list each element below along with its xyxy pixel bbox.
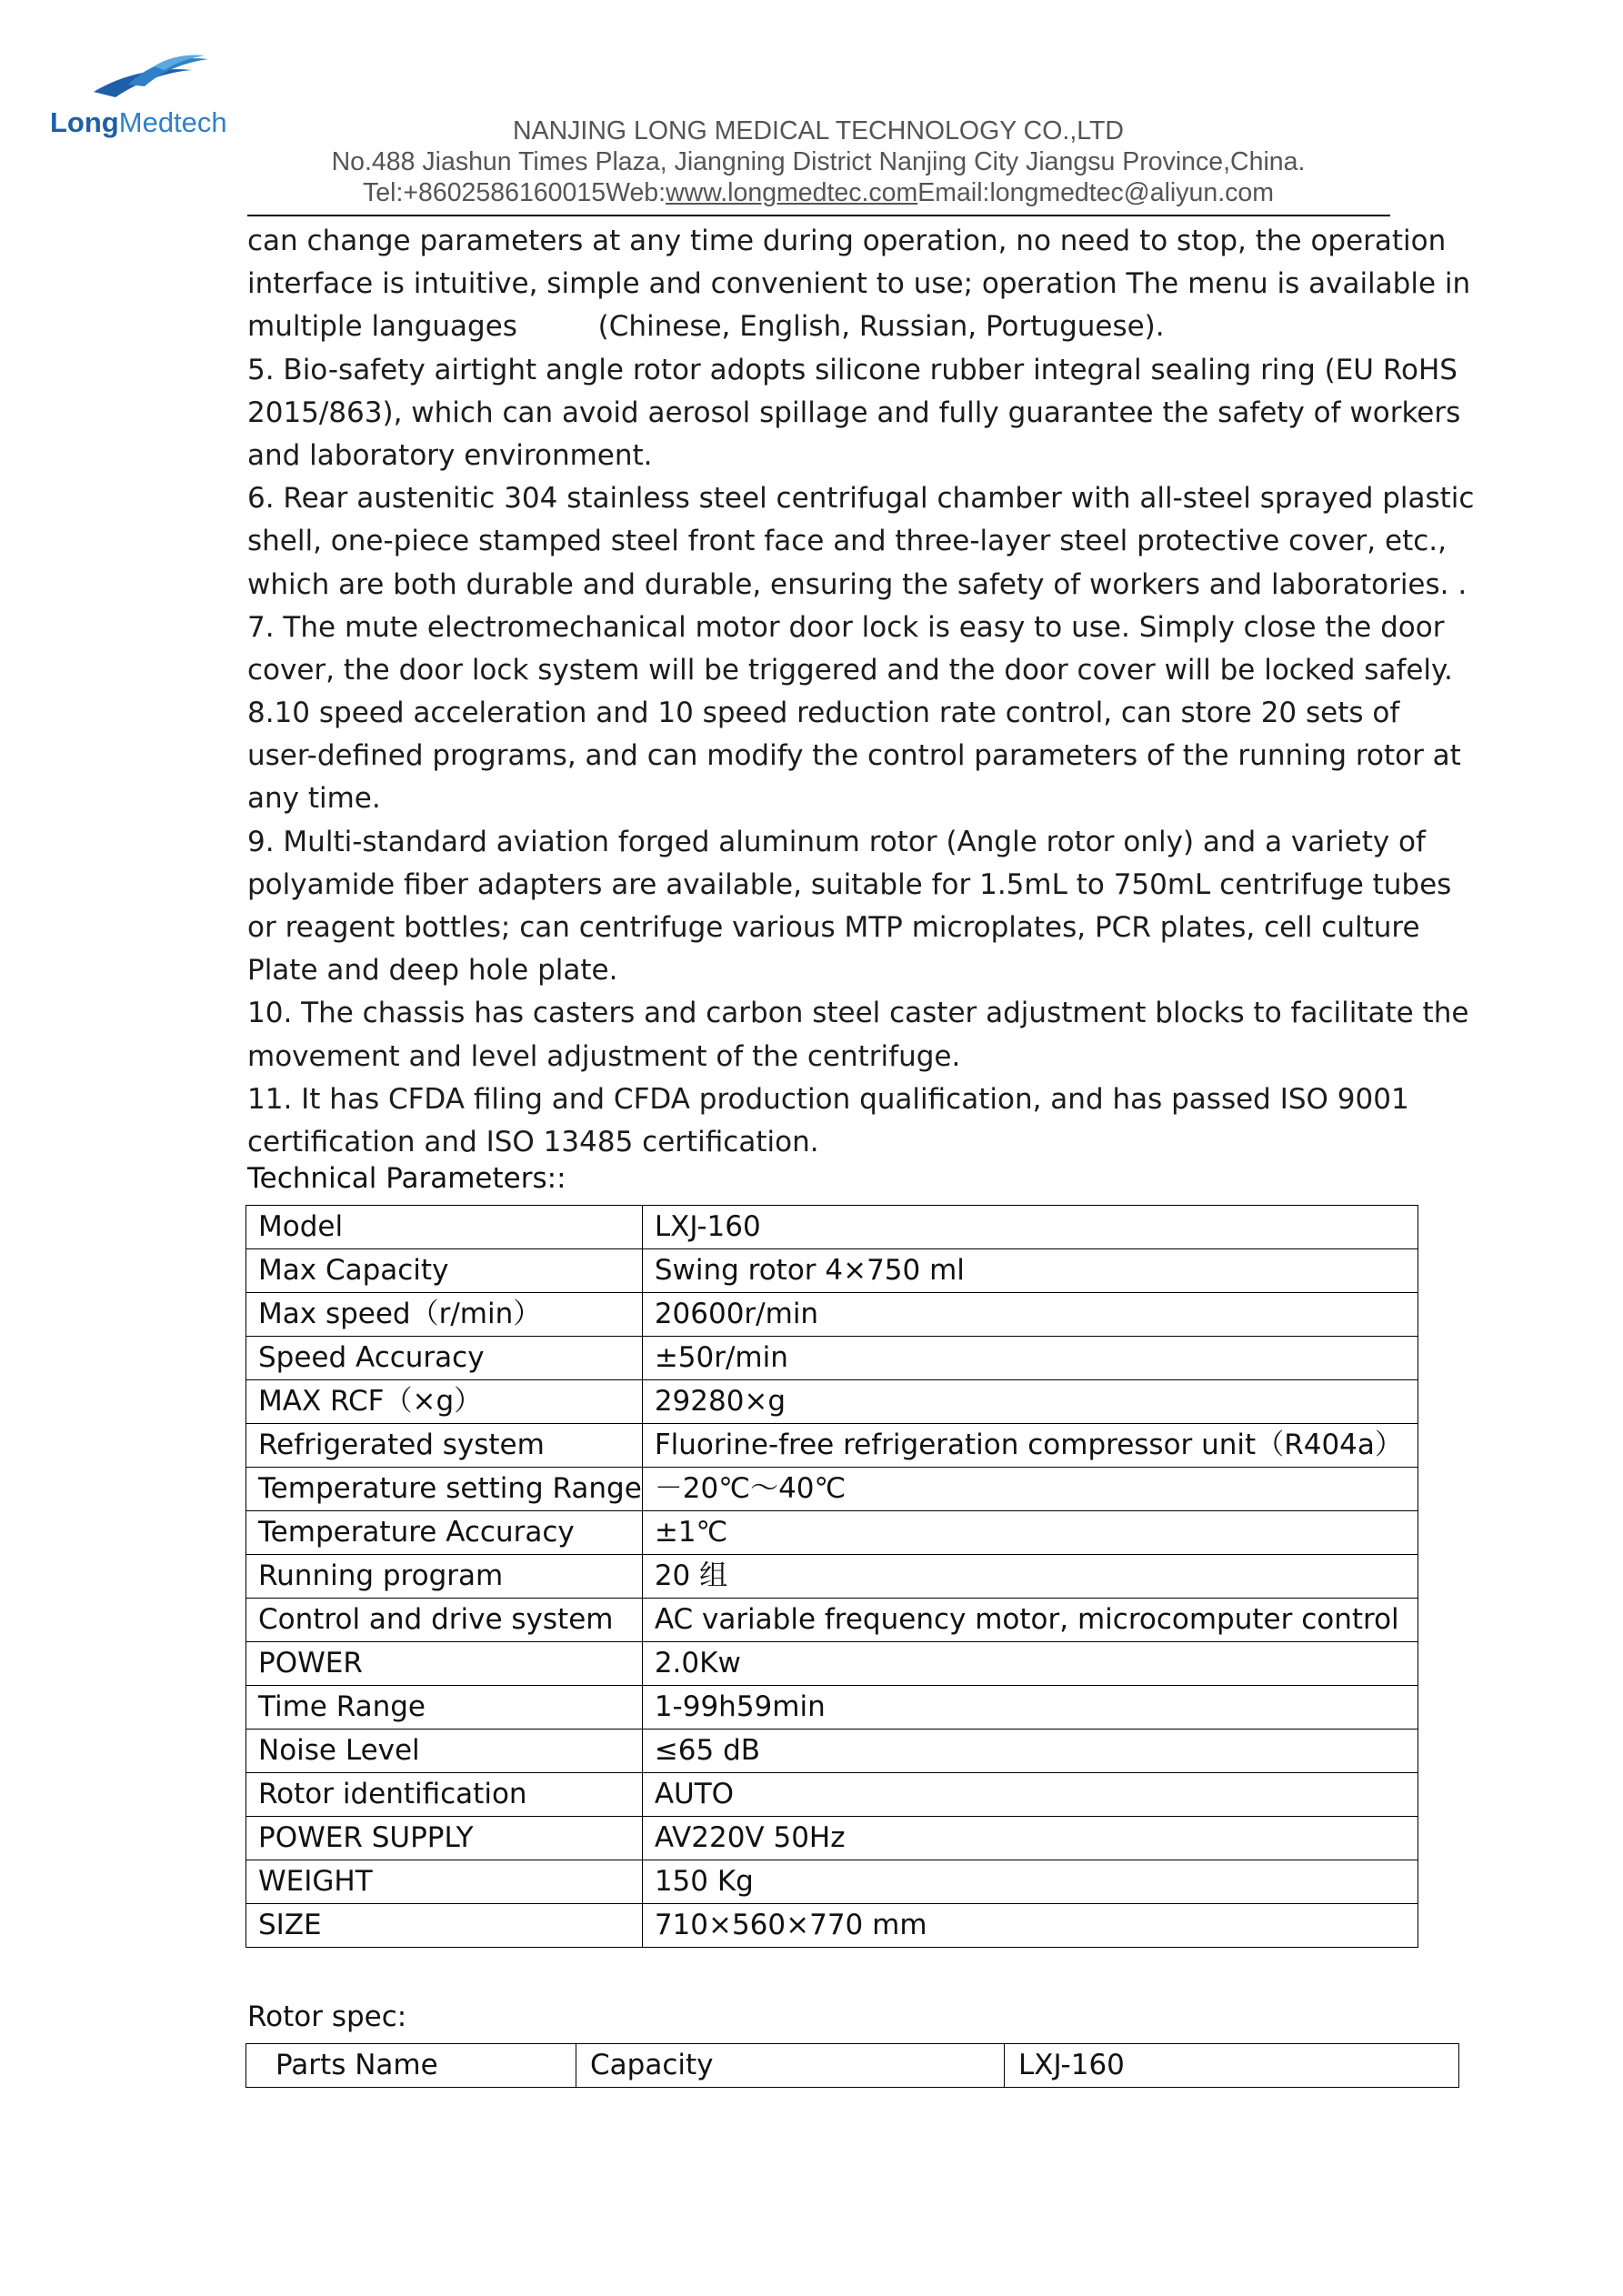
- paragraph-line: interface is intuitive, simple and convenient to use; operation The menu is available in: [247, 267, 1471, 301]
- param-name: Speed Accuracy: [246, 1337, 643, 1380]
- param-name: Max Capacity: [246, 1249, 643, 1293]
- table-row: [246, 1555, 1418, 1599]
- paragraph-line: and laboratory environment.: [247, 438, 653, 472]
- header-model: LXJ-160: [1005, 2044, 1459, 2088]
- table-row: [246, 1773, 1418, 1817]
- company-address: No.488 Jiashun Times Plaza, Jiangning District Nanjing City Jiangsu Province,China.: [331, 147, 1306, 176]
- table-row: [246, 1380, 1418, 1424]
- table-header-row: [246, 2044, 1459, 2088]
- paragraph-line: Plate and deep hole plate.: [247, 954, 618, 988]
- param-value: 150 Kg: [642, 1860, 1418, 1904]
- bird-wave-logo-icon: [85, 50, 221, 105]
- website-link[interactable]: www.longmedtec.com: [666, 178, 918, 207]
- param-value: ≤65 dB: [642, 1730, 1418, 1773]
- paragraph-line: 6. Rear austenitic 304 stainless steel centrifugal chamber with all-steel sprayed plastic: [247, 482, 1475, 516]
- email-text: Email:longmedtec@aliyun.com: [917, 178, 1274, 207]
- table-row: [246, 1337, 1418, 1380]
- param-value: Swing rotor 4×750 ml: [642, 1249, 1418, 1293]
- param-value: 20600r/min: [642, 1293, 1418, 1337]
- param-name: Temperature Accuracy: [246, 1511, 643, 1555]
- param-name: WEIGHT: [246, 1860, 643, 1904]
- param-name: Model: [246, 1206, 643, 1249]
- param-name: SIZE: [246, 1904, 643, 1948]
- param-name: Time Range: [246, 1686, 643, 1730]
- technical-parameters-table: [245, 1205, 1418, 1948]
- table-row: [246, 1642, 1418, 1686]
- param-name: POWER SUPPLY: [246, 1817, 643, 1860]
- paragraph-line: movement and level adjustment of the centrifuge.: [247, 1039, 961, 1073]
- table-row: [246, 1730, 1418, 1773]
- param-value: LXJ-160: [642, 1206, 1418, 1249]
- company-logo: [50, 50, 245, 141]
- paragraph-line: or reagent bottles; can centrifuge various MTP microplates, PCR plates, cell culture: [247, 911, 1420, 944]
- param-name: Refrigerated system: [246, 1424, 643, 1468]
- param-name: POWER: [246, 1642, 643, 1686]
- table-row: [246, 1686, 1418, 1730]
- paragraph-line: 2015/863), which can avoid aerosol spillage and fully guarantee the safety of workers: [247, 396, 1461, 429]
- param-value: AUTO: [642, 1773, 1418, 1817]
- param-value: AV220V 50Hz: [642, 1817, 1418, 1860]
- param-name: MAX RCF（×g）: [246, 1380, 643, 1424]
- table-row: [246, 1817, 1418, 1860]
- param-value: ±50r/min: [642, 1337, 1418, 1380]
- rotor-spec-heading: Rotor spec:: [247, 2000, 407, 2033]
- table-row: [246, 1424, 1418, 1468]
- table-row: [246, 1293, 1418, 1337]
- table-row: [246, 1206, 1418, 1249]
- paragraph-line: 5. Bio-safety airtight angle rotor adopts silicone rubber integral sealing ring (EU RoHS: [247, 353, 1458, 386]
- param-name: Running program: [246, 1555, 643, 1599]
- table-row: [246, 1511, 1418, 1555]
- param-value: Fluorine-free refrigeration compressor unit（R404a）: [642, 1424, 1418, 1468]
- paragraph-line: 11. It has CFDA filing and CFDA production qualification, and has passed ISO 9001: [247, 1082, 1409, 1116]
- logo-text: LongMedtech: [50, 106, 227, 138]
- table-row: [246, 1860, 1418, 1904]
- param-value: 1-99h59min: [642, 1686, 1418, 1730]
- table-row: [246, 1249, 1418, 1293]
- table-row: [246, 1599, 1418, 1642]
- tel-web-label: Tel:+8602586160015Web:: [363, 178, 666, 207]
- param-value: 29280×g: [642, 1380, 1418, 1424]
- company-name: NANJING LONG MEDICAL TECHNOLOGY CO.,LTD: [513, 116, 1124, 145]
- paragraph-line: which are both durable and durable, ensuring the safety of workers and laboratories. .: [247, 567, 1468, 601]
- paragraph-line: any time.: [247, 782, 381, 816]
- feature-description: [247, 220, 1475, 1164]
- table-row: [246, 1904, 1418, 1948]
- param-name: Temperature setting Range: [246, 1468, 643, 1511]
- paragraph-line: 8.10 speed acceleration and 10 speed reduction rate control, can store 20 sets of: [247, 697, 1400, 730]
- param-value: 20 组: [642, 1555, 1418, 1599]
- contact-line: [247, 177, 1389, 208]
- header-divider: [247, 215, 1390, 216]
- paragraph-line: user-defined programs, and can modify the control parameters of the running rotor at: [247, 739, 1461, 773]
- paragraph-line: cover, the door lock system will be triggered and the door cover will be locked safely.: [247, 653, 1453, 687]
- rotor-spec-table: [245, 2043, 1459, 2088]
- paragraph-line: multiple languages (Chinese, English, Russian, Portuguese).: [247, 310, 1165, 344]
- paragraph-line: 7. The mute electromechanical motor door lock is easy to use. Simply close the door: [247, 610, 1445, 644]
- param-name: Control and drive system: [246, 1599, 643, 1642]
- param-value: AC variable frequency motor, microcomputer control: [642, 1599, 1418, 1642]
- paragraph-line: shell, one-piece stamped steel front face and three-layer steel protective cover, etc.,: [247, 525, 1447, 558]
- header-parts-name: Parts Name: [246, 2044, 576, 2088]
- table-row: [246, 1468, 1418, 1511]
- paragraph-line: can change parameters at any time during operation, no need to stop, the operation: [247, 225, 1447, 257]
- paragraph-line: polyamide fiber adapters are available, suitable for 1.5mL to 750mL centrifuge tubes: [247, 867, 1452, 901]
- param-value: 2.0Kw: [642, 1642, 1418, 1686]
- param-value: ±1℃: [642, 1511, 1418, 1555]
- param-value: 710×560×770 mm: [642, 1904, 1418, 1948]
- paragraph-line: 10. The chassis has casters and carbon steel caster adjustment blocks to facilitate the: [247, 997, 1469, 1030]
- paragraph-line: certification and ISO 13485 certification.: [247, 1125, 819, 1158]
- paragraph-line: 9. Multi-standard aviation forged aluminum rotor (Angle rotor only) and a variety of: [247, 825, 1426, 858]
- param-name: Rotor identification: [246, 1773, 643, 1817]
- param-name: Noise Level: [246, 1730, 643, 1773]
- param-value: －20℃～40℃: [642, 1468, 1418, 1511]
- letterhead: [247, 115, 1389, 208]
- param-name: Max speed（r/min）: [246, 1293, 643, 1337]
- header-capacity: Capacity: [576, 2044, 1005, 2088]
- tech-params-heading: Technical Parameters::: [247, 1162, 566, 1195]
